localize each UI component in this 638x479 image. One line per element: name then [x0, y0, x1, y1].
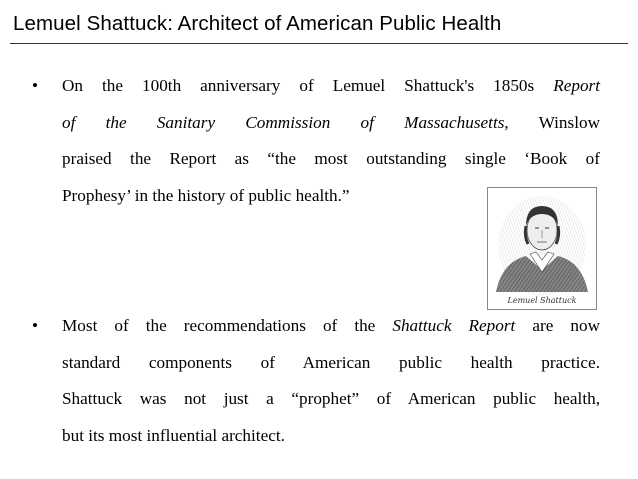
portrait-engraving-icon: [488, 188, 596, 309]
bullet-marker: •: [32, 316, 39, 335]
bullet-line: Prophesy’ in the history of public health.”: [62, 185, 350, 205]
bullet-marker: •: [32, 76, 39, 95]
bullet-line: but its most influential architect.: [62, 425, 285, 445]
portrait-signature: Lemuel Shattuck: [507, 296, 577, 305]
shattuck-portrait-image: [487, 187, 597, 310]
bullet-shattuck-report: [32, 308, 600, 454]
bullet-line: standard components of American public health practice.: [62, 352, 600, 372]
bullet-line: Shattuck was not just a “prophet” of American public health,: [62, 389, 600, 408]
bullet-line: praised the Report as “the most outstanding single ‘Book of: [62, 149, 600, 168]
slide-title: Lemuel Shattuck: Architect of American Public Health: [13, 12, 502, 35]
bullet-line: of the Sanitary Commission of Massachusetts, Winslow: [62, 112, 600, 132]
title-underline: [10, 43, 628, 44]
bullet-line: Most of the recommendations of the Shattuck Report are now: [62, 316, 600, 335]
bullet-line: On the 100th anniversary of Lemuel Shattuck's 1850s Report: [62, 76, 600, 95]
